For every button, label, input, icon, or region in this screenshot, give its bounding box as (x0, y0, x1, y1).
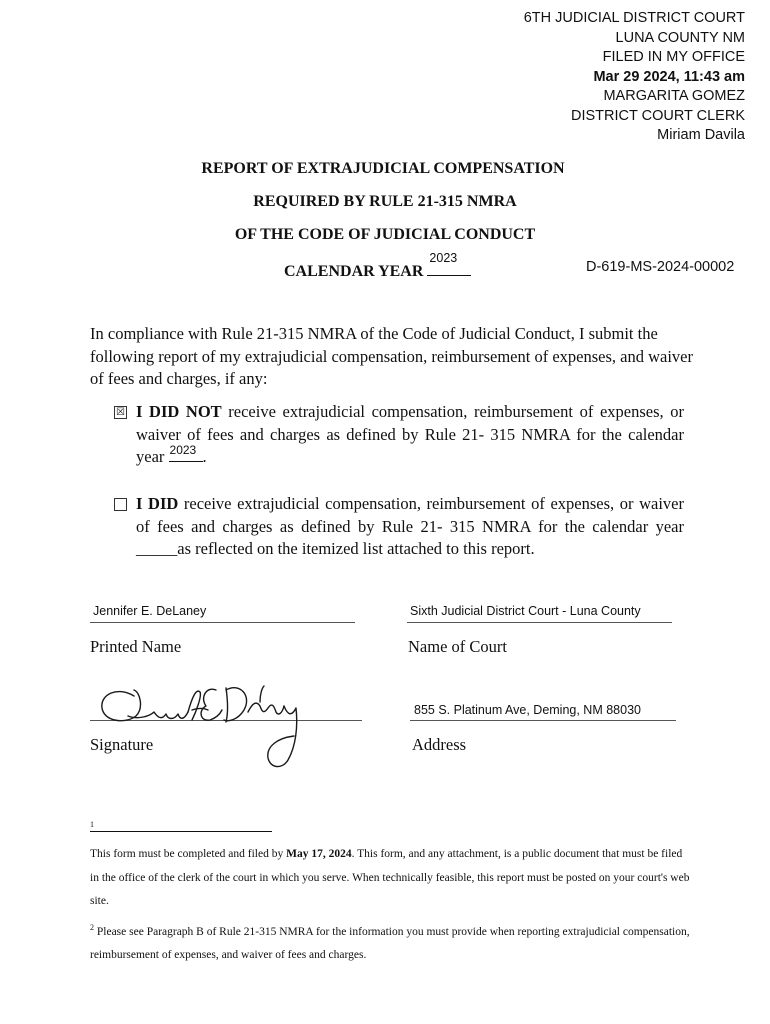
calendar-year-field[interactable] (427, 251, 471, 276)
address-label: Address (412, 735, 467, 754)
stamp-deputy: Miriam Davila (657, 127, 745, 143)
printed-name-label: Printed Name (90, 637, 182, 656)
stamp-county: LUNA COUNTY NM (615, 29, 745, 46)
stamp-datetime: Mar 29 2024, 11:43 am (593, 68, 745, 85)
report-title: REPORT OF EXTRAJUDICIAL COMPENSATION (201, 160, 565, 177)
stamp-clerk-name: MARGARITA GOMEZ (603, 88, 745, 104)
case-number: D-619-MS-2024-00002 (586, 259, 735, 275)
footnote-2-text: Please see Paragraph B of Rule 21-315 NMRA for the information you must provide when reporting extrajudicial compensation, reimbursement of expenses, and waiver of fees and charges. (90, 925, 690, 962)
stamp-court: 6TH JUDICIAL DISTRICT COURT (523, 10, 745, 26)
address-value: 855 S. Platinum Ave, Deming, NM 88030 (414, 703, 641, 717)
court-name-label: Name of Court (408, 637, 507, 656)
printed-name-line[interactable] (90, 622, 355, 623)
address-line[interactable] (410, 720, 676, 721)
footnote-1 (90, 843, 690, 914)
signature-label: Signature (90, 735, 154, 754)
did-not-body: receive extrajudicial compensation, reimbursement of expenses, or waiver of fees and charges as defined by Rule 21- 315 NMRA for the calendar year (136, 402, 684, 466)
did-not-year-field[interactable] (169, 443, 203, 462)
intro-paragraph: In compliance with Rule 21-315 NMRA of the Code of Judicial Conduct, I submit the following report of my extrajudicial compensation, reimbursement of expenses, and waiver of fees and charges, if any: (90, 324, 693, 388)
calendar-year-line (284, 251, 471, 281)
report-subtitle-code: OF THE CODE OF JUDICIAL CONDUCT (234, 226, 536, 243)
did-not-year-value: 2023 (169, 443, 197, 457)
did-not-bold: I DID NOT (136, 402, 222, 421)
footnote-1-deadline: May 17, 2024 (286, 848, 352, 860)
footnote-2-marker: 2 (90, 923, 94, 932)
filing-stamp (524, 9, 745, 146)
calendar-year-value: 2023 (429, 251, 458, 265)
footnote-1-pre: This form must be completed and filed by (90, 848, 287, 860)
did-bold: I DID (136, 494, 179, 513)
footnote-1-post: . This form, and any attachment, is a public document that must be filed in the office of the clerk of the court in which you serve. When technically feasible, this report must be posted on your court's web site. (90, 848, 690, 907)
did-text (136, 493, 684, 561)
signature-image (88, 676, 328, 772)
footnote-rule (90, 831, 272, 832)
did-not-text (136, 401, 684, 469)
footnote-2 (90, 916, 690, 968)
court-name-value: Sixth Judicial District Court - Luna County (410, 604, 641, 618)
footnote-marker: 1 (90, 820, 94, 829)
calendar-year-label: CALENDAR YEAR (284, 263, 424, 280)
printed-name-value: Jennifer E. DeLaney (93, 604, 207, 618)
did-checkbox[interactable] (114, 498, 127, 511)
did-not-checkbox[interactable]: ☒ (114, 406, 127, 419)
stamp-filed: FILED IN MY OFFICE (602, 49, 745, 65)
stamp-clerk-title: DISTRICT COURT CLERK (570, 107, 745, 124)
report-subtitle-rule: REQUIRED BY RULE 21-315 NMRA (253, 193, 517, 210)
did-not-period: . (202, 447, 207, 466)
did-body: receive extrajudicial compensation, reimbursement of expenses, or waiver of fees and charges as defined by Rule 21- 315 NMRA for the calendar year _____as reflected on the itemized list attached to this report. (136, 494, 684, 558)
court-name-line[interactable] (407, 622, 672, 623)
